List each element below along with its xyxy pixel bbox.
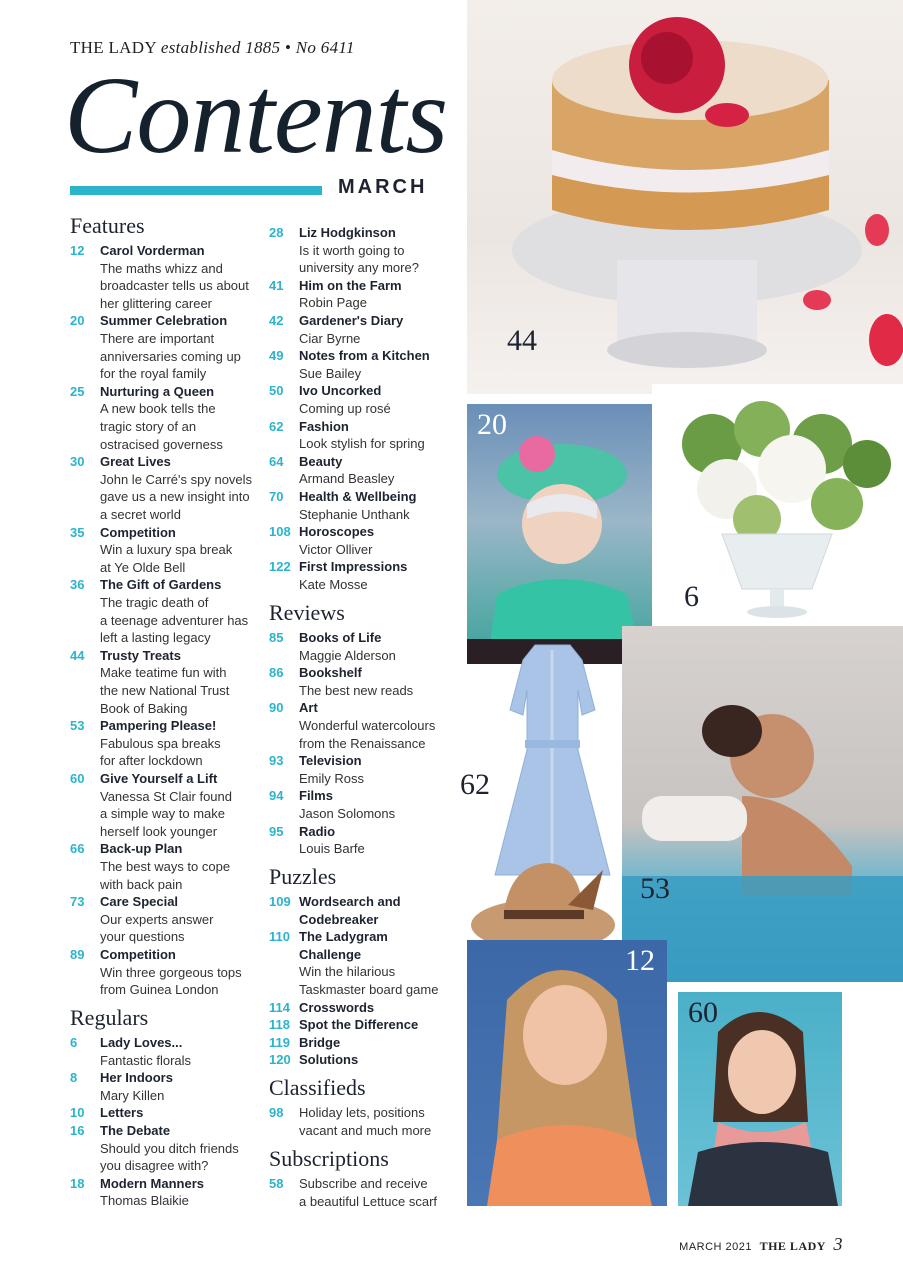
entry-description: gave us a new insight into xyxy=(100,489,250,505)
reviews-entry[interactable] xyxy=(269,699,435,752)
entry-page-number: 114 xyxy=(269,999,290,1015)
entry-title: The Gift of Gardens xyxy=(100,577,222,593)
entry-page-number: 85 xyxy=(269,630,284,645)
entry-page-number: 58 xyxy=(269,1176,284,1191)
queen-page-number: 20 xyxy=(477,408,507,441)
entry-description: Fantastic florals xyxy=(100,1052,192,1068)
spa-page-number: 53 xyxy=(640,872,670,905)
puzzles-entry[interactable] xyxy=(269,999,374,1017)
entry-page-number: 120 xyxy=(269,1052,291,1068)
features-entry[interactable] xyxy=(70,770,232,840)
entry-description: Victor Olliver xyxy=(299,541,373,557)
entry-title: Liz Hodgkinson xyxy=(299,225,396,240)
entry-title: Carol Vorderman xyxy=(100,243,205,258)
entry-description: Holiday lets, positions xyxy=(299,1105,425,1120)
entry-description: herself look younger xyxy=(100,823,218,839)
entry-description: Book of Baking xyxy=(100,700,188,716)
entry-page-number: 118 xyxy=(269,1017,290,1033)
entry-page-number: 8 xyxy=(70,1070,78,1086)
entry-page-number: 108 xyxy=(269,524,291,540)
carol-page-number: 12 xyxy=(625,944,655,977)
entry-description: Our experts answer xyxy=(100,911,214,927)
entry-description: her glittering career xyxy=(100,295,212,311)
entry-page-number: 64 xyxy=(269,453,284,469)
entry-description: The best new reads xyxy=(299,682,414,698)
puzzles-entry[interactable] xyxy=(269,911,378,929)
entry-description: Wonderful watercolours xyxy=(299,717,436,733)
entry-page-number: 20 xyxy=(70,313,85,329)
entry-title: Television xyxy=(299,753,362,769)
entry-title: Competition xyxy=(100,947,176,962)
features-entry[interactable] xyxy=(70,524,232,577)
flowers-page-number: 6 xyxy=(684,580,699,613)
entry-title: Her Indoors xyxy=(100,1070,173,1086)
classifieds-entry[interactable] xyxy=(269,1104,431,1139)
entry-page-number: 109 xyxy=(269,894,291,909)
classifieds-heading: Classifieds xyxy=(269,1075,366,1100)
puzzles-entry[interactable] xyxy=(269,928,388,946)
entry-title: Him on the Farm xyxy=(299,277,402,293)
entry-description: your questions xyxy=(100,929,185,945)
entry-description: Win three gorgeous tops xyxy=(100,964,242,980)
page-footer xyxy=(679,1234,843,1255)
entry-title: Gardener's Diary xyxy=(299,313,404,328)
masthead-established: established 1885 xyxy=(160,38,281,57)
entry-page-number: 93 xyxy=(269,753,284,769)
columnists-entry[interactable] xyxy=(269,523,374,558)
entry-page-number: 10 xyxy=(70,1105,85,1121)
entry-description: you disagree with? xyxy=(100,1158,209,1174)
features-entry[interactable] xyxy=(70,383,223,453)
features-entry[interactable] xyxy=(70,647,229,717)
entry-description: left a lasting legacy xyxy=(100,630,211,646)
features-entry[interactable] xyxy=(70,312,241,382)
entry-page-number: 110 xyxy=(269,929,290,945)
entry-description: Mary Killen xyxy=(100,1087,165,1103)
entry-description: Make teatime fun with xyxy=(100,665,227,681)
regulars-entry[interactable] xyxy=(70,1034,191,1069)
entry-description: There are important xyxy=(100,330,215,346)
regulars-entry[interactable] xyxy=(70,1175,204,1210)
entry-title: Beauty xyxy=(299,453,343,469)
entry-description: at Ye Olde Bell xyxy=(100,559,186,575)
entry-description: Emily Ross xyxy=(299,770,365,786)
entry-page-number: 16 xyxy=(70,1123,85,1138)
reviews-entry[interactable] xyxy=(269,787,395,822)
entry-description: a secret world xyxy=(100,506,181,522)
entry-title: Modern Manners xyxy=(100,1175,205,1191)
masthead-separator: • xyxy=(284,38,292,57)
entry-page-number: 73 xyxy=(70,894,85,910)
entry-title: Solutions xyxy=(299,1052,359,1068)
puzzles-entry[interactable] xyxy=(269,1051,358,1069)
entry-description: a teenage adventurer has xyxy=(100,612,249,628)
entry-title: Give Yourself a Lift xyxy=(100,771,218,786)
columnists-entry[interactable] xyxy=(269,558,407,593)
features-entry[interactable] xyxy=(70,893,213,946)
entry-description: from Guinea London xyxy=(100,982,219,998)
entry-title: Art xyxy=(299,700,318,716)
entry-page-number: 28 xyxy=(269,225,284,240)
entry-page-number: 60 xyxy=(70,771,85,786)
entry-title: Wordsearch and xyxy=(299,894,401,909)
entry-title: Bridge xyxy=(299,1034,341,1050)
entry-description: Thomas Blaikie xyxy=(100,1193,189,1209)
entry-title: Radio xyxy=(299,823,336,839)
entry-page-number: 50 xyxy=(269,383,284,399)
puzzles-entry[interactable] xyxy=(269,1034,340,1052)
entry-page-number: 30 xyxy=(70,454,85,470)
entry-page-number: 90 xyxy=(269,700,284,716)
entry-title: Films xyxy=(299,788,333,804)
puzzles-entry[interactable] xyxy=(269,893,401,911)
columnists-entry[interactable] xyxy=(269,418,425,453)
entry-page-number: 89 xyxy=(70,947,85,962)
columnists-entry[interactable] xyxy=(269,347,430,382)
entry-description: The tragic death of xyxy=(100,594,209,610)
entry-page-number: 86 xyxy=(269,665,284,681)
entry-page-number: 35 xyxy=(70,524,85,540)
entry-description: Louis Barfe xyxy=(299,841,365,857)
entry-page-number: 44 xyxy=(70,647,85,663)
columnists-entry[interactable] xyxy=(269,488,417,523)
subscriptions-entry[interactable] xyxy=(269,1175,437,1210)
entry-page-number: 119 xyxy=(269,1034,290,1050)
entry-description: a beautiful Lettuce scarf xyxy=(299,1193,438,1209)
entry-description: Coming up rosé xyxy=(299,400,391,416)
entry-title: Summer Celebration xyxy=(100,313,228,329)
entry-title: The Debate xyxy=(100,1123,171,1138)
footer-page-number: 3 xyxy=(833,1234,843,1254)
entry-description: Should you ditch friends xyxy=(100,1140,239,1156)
reviews-entry[interactable] xyxy=(269,629,396,664)
entry-description: Vanessa St Clair found xyxy=(100,788,232,804)
entry-description: Win a luxury spa break xyxy=(100,542,233,558)
entry-title: Back-up Plan xyxy=(100,841,183,857)
entry-page-number: 94 xyxy=(269,788,284,804)
entry-description: Jason Solomons xyxy=(299,805,396,821)
entry-title: Spot the Difference xyxy=(299,1017,419,1033)
puzzles-heading: Puzzles xyxy=(269,864,337,889)
entry-description: Win the hilarious xyxy=(299,964,396,980)
entry-description: Kate Mosse xyxy=(299,576,368,592)
entry-page-number: 12 xyxy=(70,243,85,258)
entry-description: for after lockdown xyxy=(100,753,203,769)
entry-page-number: 122 xyxy=(269,559,291,575)
entry-title: Crosswords xyxy=(299,999,375,1015)
queen-illustration xyxy=(467,404,652,664)
regulars-entry[interactable] xyxy=(70,1069,173,1104)
carol-illustration xyxy=(467,940,667,1206)
columnists-entry[interactable] xyxy=(269,382,391,417)
features-entry[interactable] xyxy=(70,946,242,999)
entry-description: Is it worth going to xyxy=(299,242,405,258)
entry-description: anniversaries coming up xyxy=(100,348,241,364)
puzzles-entry[interactable] xyxy=(269,1016,418,1034)
spa-illustration xyxy=(622,626,903,982)
entry-description: Armand Beasley xyxy=(299,471,395,487)
columnists-entry[interactable] xyxy=(269,277,402,312)
entry-description: the new National Trust xyxy=(100,682,230,698)
entry-description: broadcaster tells us about xyxy=(100,278,249,294)
features-entry[interactable] xyxy=(70,242,249,312)
entry-description: Look stylish for spring xyxy=(299,436,425,452)
entry-title: Books of Life xyxy=(299,630,382,645)
entry-page-number: 53 xyxy=(70,718,85,734)
entry-title: Bookshelf xyxy=(299,665,362,681)
entry-description: vacant and much more xyxy=(299,1122,432,1138)
entry-description: John le Carré's spy novels xyxy=(100,471,253,487)
columnists-entry[interactable] xyxy=(269,224,419,277)
reviews-entry[interactable] xyxy=(269,664,413,699)
entry-title: Nurturing a Queen xyxy=(100,383,215,399)
entry-page-number: 36 xyxy=(70,577,85,593)
entry-page-number: 49 xyxy=(269,348,284,364)
entry-page-number: 70 xyxy=(269,489,284,504)
entry-page-number: 18 xyxy=(70,1175,85,1191)
entry-title: Ivo Uncorked xyxy=(299,383,382,399)
reviews-entry[interactable] xyxy=(269,752,364,787)
footer-brand: THE LADY xyxy=(759,1239,826,1253)
cake-page-number: 44 xyxy=(507,324,537,357)
features-entry[interactable] xyxy=(70,717,221,770)
columnists-entry[interactable] xyxy=(269,312,403,347)
entry-description: a simple way to make xyxy=(100,806,225,822)
entry-page-number: 62 xyxy=(269,418,284,434)
dress-photo xyxy=(490,640,615,880)
entry-description: Fabulous spa breaks xyxy=(100,735,221,751)
masthead-issue: No 6411 xyxy=(295,38,355,57)
dress-illustration xyxy=(490,640,615,880)
regulars-heading: Regulars xyxy=(70,1005,149,1030)
page-title: Contents xyxy=(64,54,448,176)
vanessa-page-number: 60 xyxy=(688,996,718,1029)
entry-title: Great Lives xyxy=(100,454,171,470)
entry-title: Challenge xyxy=(299,946,362,962)
columnists-entry[interactable] xyxy=(269,453,394,488)
vanessa-photo xyxy=(678,992,842,1206)
features-entry[interactable] xyxy=(70,453,252,523)
entry-description: Maggie Alderson xyxy=(299,647,396,663)
accent-rule xyxy=(70,186,322,195)
entry-description: Subscribe and receive xyxy=(299,1176,428,1191)
entry-description: for the royal family xyxy=(100,366,207,382)
entry-title: Health & Wellbeing xyxy=(299,489,417,504)
entry-title: Fashion xyxy=(299,418,349,434)
footer-month: MARCH 2021 xyxy=(679,1241,753,1253)
issue-month: MARCH xyxy=(338,176,428,198)
carol-photo xyxy=(467,940,667,1206)
entry-page-number: 42 xyxy=(269,313,284,328)
entry-title: The Ladygram xyxy=(299,929,388,945)
entry-description: ostracised governess xyxy=(100,436,223,452)
entry-description: The best ways to cope xyxy=(100,858,231,874)
regulars-entry[interactable] xyxy=(70,1104,143,1122)
entry-description: Robin Page xyxy=(299,295,367,311)
entry-page-number: 98 xyxy=(269,1105,284,1120)
entry-page-number: 66 xyxy=(70,841,85,857)
reviews-entry[interactable] xyxy=(269,823,365,858)
flowers-photo xyxy=(652,384,903,624)
reviews-heading: Reviews xyxy=(269,600,345,625)
entry-title: First Impressions xyxy=(299,559,408,575)
spa-photo xyxy=(622,626,903,982)
entry-description: from the Renaissance xyxy=(299,735,426,751)
subscriptions-heading: Subscriptions xyxy=(269,1146,389,1171)
cake-photo xyxy=(467,0,903,394)
entry-description: The maths whizz and xyxy=(100,260,223,276)
features-heading: Features xyxy=(70,213,145,238)
entry-title: Care Special xyxy=(100,894,179,910)
entry-title: Horoscopes xyxy=(299,524,375,540)
entry-title: Codebreaker xyxy=(299,911,379,927)
entry-title: Competition xyxy=(100,524,176,540)
entry-description: Taskmaster board game xyxy=(299,981,439,997)
entry-page-number: 25 xyxy=(70,383,85,399)
entry-description: Stephanie Unthank xyxy=(299,506,410,522)
regulars-entry[interactable] xyxy=(70,1122,239,1175)
entry-description: with back pain xyxy=(100,876,183,892)
entry-title: Lady Loves... xyxy=(100,1035,183,1050)
features-entry[interactable] xyxy=(70,576,248,646)
entry-title: Trusty Treats xyxy=(100,647,181,663)
entry-page-number: 6 xyxy=(70,1035,78,1050)
entry-description: Sue Bailey xyxy=(299,365,362,381)
entry-title: Pampering Please! xyxy=(100,718,217,734)
entry-description: Ciar Byrne xyxy=(299,330,361,346)
queen-photo xyxy=(467,404,652,664)
entry-description: tragic story of an xyxy=(100,418,197,434)
entry-description: university any more? xyxy=(299,260,419,276)
features-entry[interactable] xyxy=(70,840,230,893)
entry-description: A new book tells the xyxy=(100,401,216,417)
dress-page-number: 62 xyxy=(460,768,490,801)
entry-title: Notes from a Kitchen xyxy=(299,348,430,364)
puzzles-entry[interactable] xyxy=(269,946,438,999)
entry-page-number: 41 xyxy=(269,277,284,293)
entry-title: Letters xyxy=(100,1105,144,1121)
entry-page-number: 95 xyxy=(269,823,284,839)
masthead-brand: THE LADY xyxy=(70,38,157,57)
